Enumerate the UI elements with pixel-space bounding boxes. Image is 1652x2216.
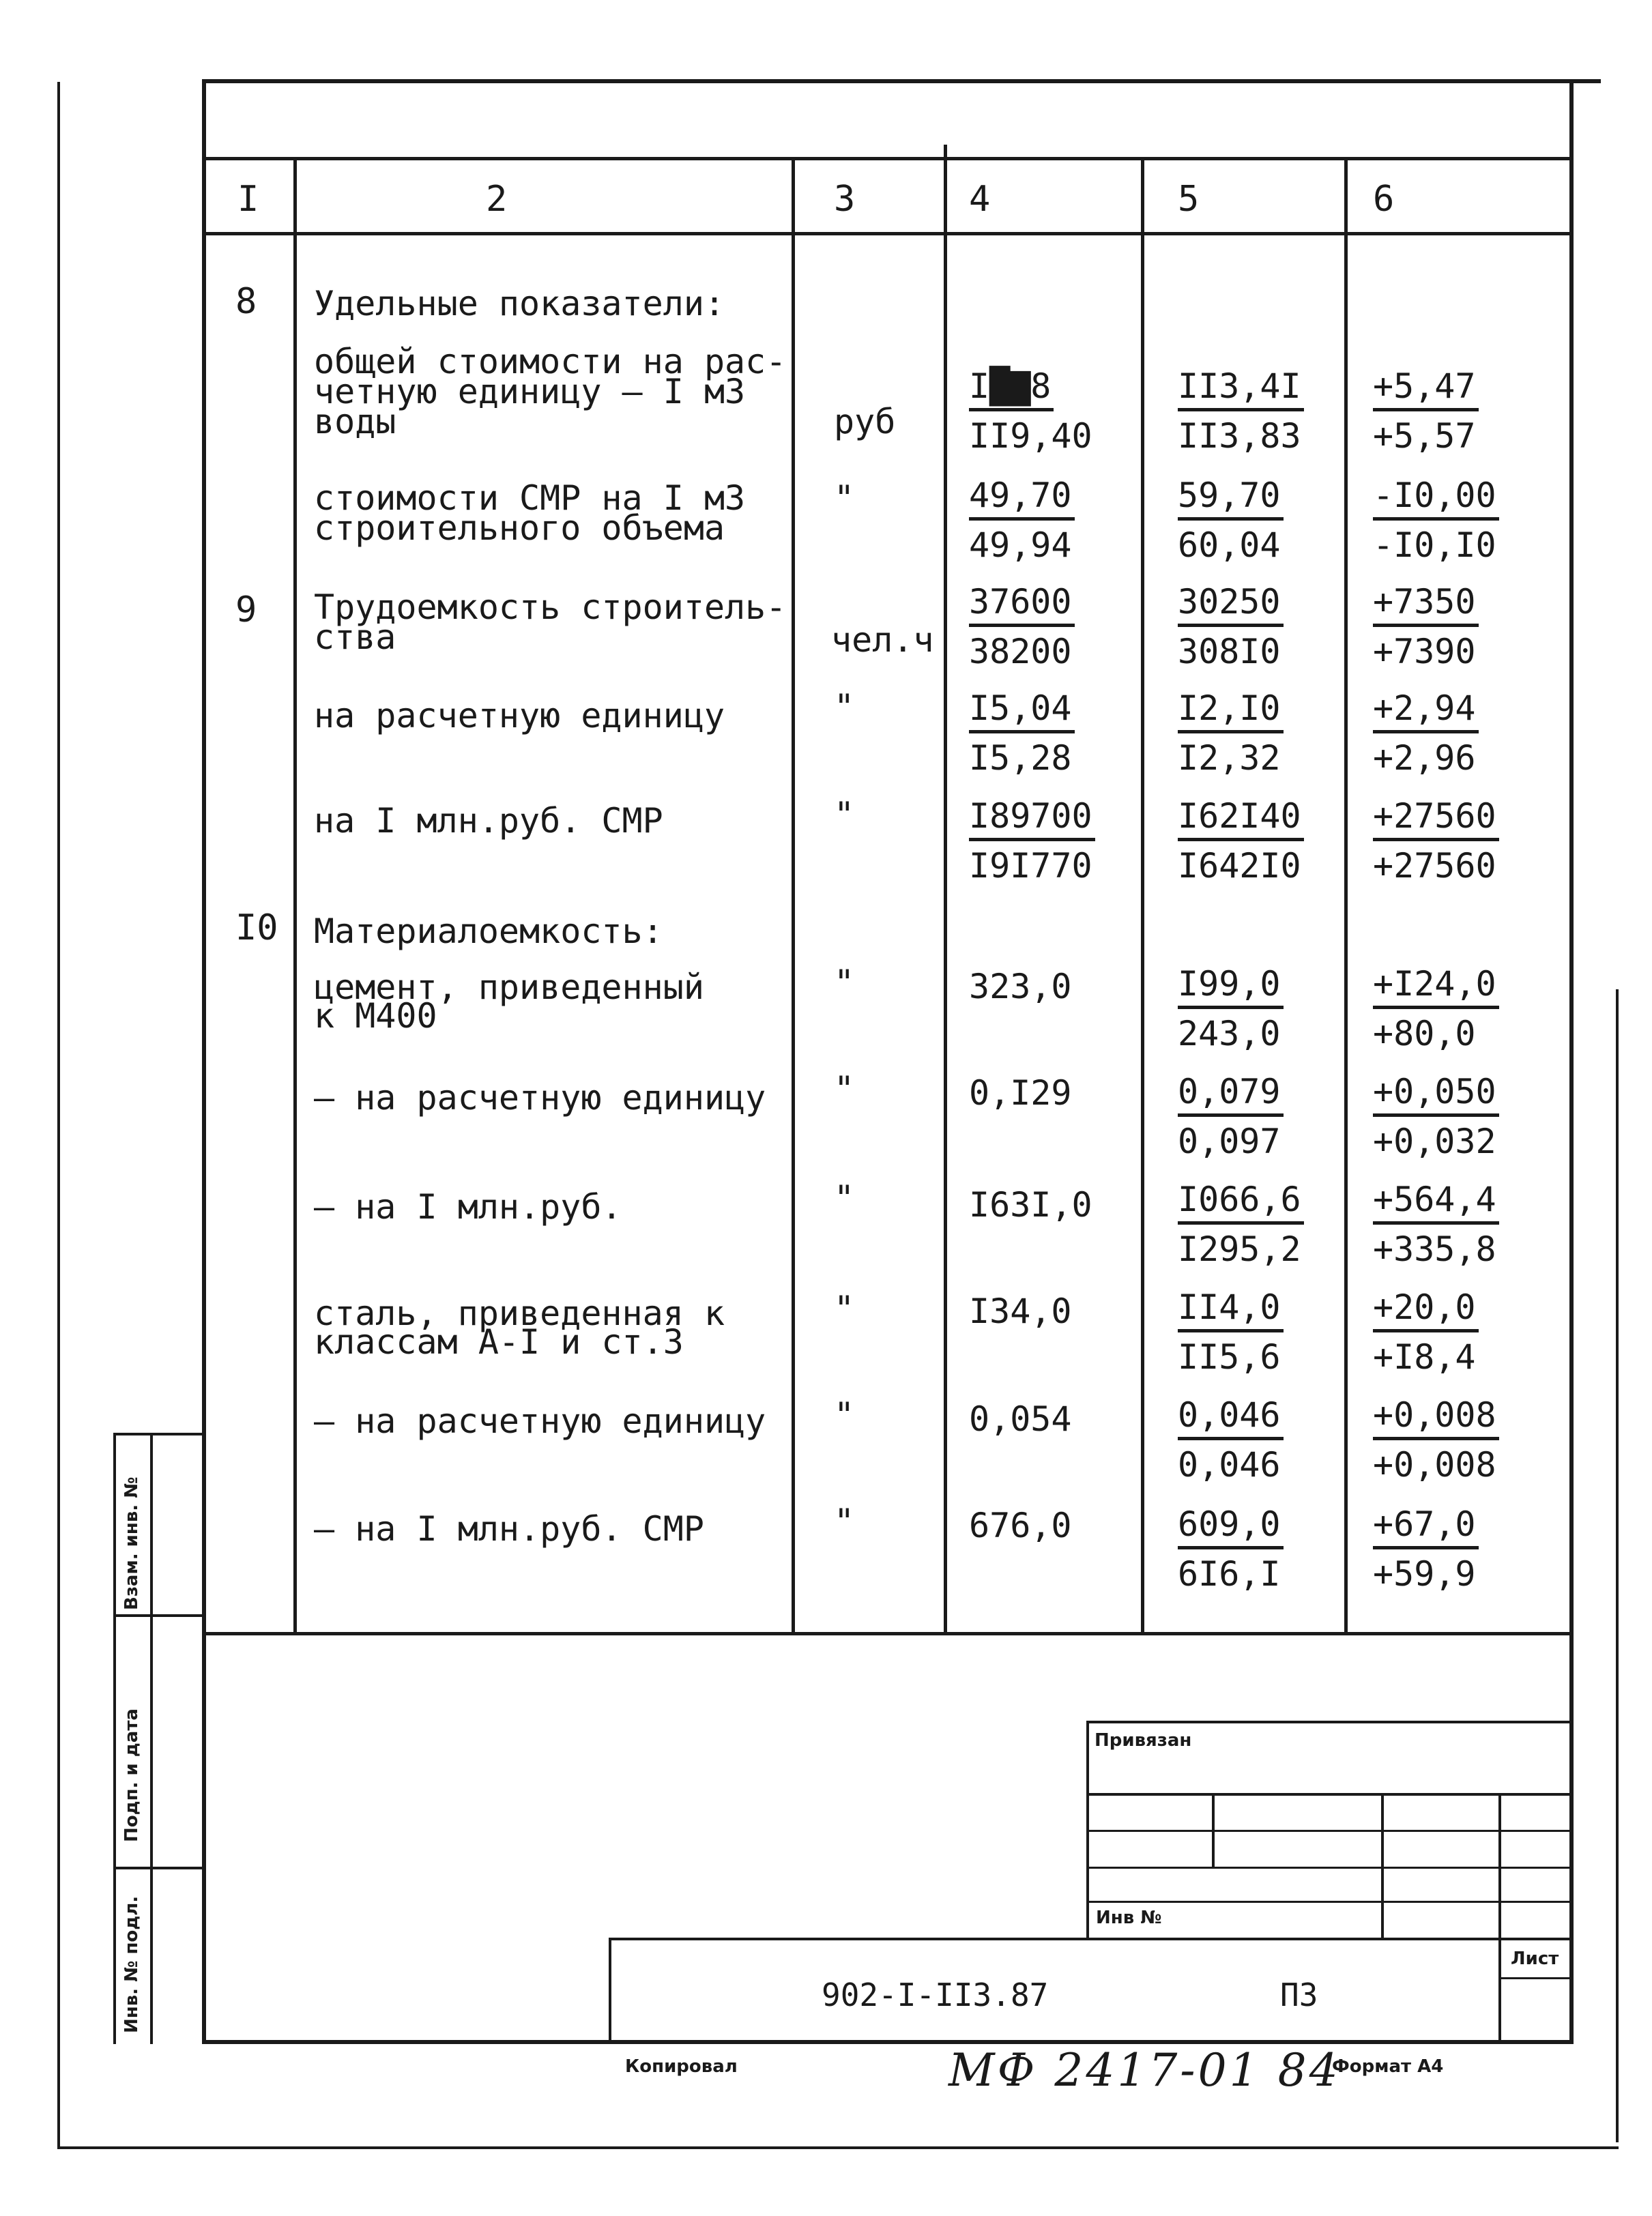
row-description: – на расчетную единицу [314, 1078, 766, 1118]
value-col5 [1178, 796, 1304, 886]
value-top: +67,0 [1373, 1504, 1479, 1549]
value-top: 609,0 [1178, 1504, 1284, 1549]
value-col5 [1178, 475, 1284, 566]
value-col6 [1373, 366, 1479, 456]
value-col6 [1373, 796, 1499, 886]
value-bottom: +I8,4 [1373, 1337, 1476, 1377]
doc-code: 902-I-II3.87 [822, 1977, 1049, 2013]
value-top: 49,70 [969, 475, 1075, 521]
value-top: +27560 [1373, 796, 1499, 841]
value-bottom: 0,097 [1178, 1122, 1281, 1161]
value-bottom: I2,32 [1178, 738, 1281, 778]
value-bottom: 0,046 [1178, 1445, 1281, 1485]
side-label-podp: Подп. и дата [121, 1708, 142, 1842]
table-left-border [202, 79, 206, 2044]
stamp-col-line-1 [1212, 1793, 1215, 1868]
value-col6 [1373, 688, 1479, 778]
value-bottom: 6I6,I [1178, 1554, 1281, 1594]
value-bottom: 243,0 [1178, 1014, 1281, 1053]
value-bottom: I5,28 [969, 738, 1072, 778]
table-bottom-border [202, 2040, 1574, 2044]
value-col6 [1373, 963, 1499, 1054]
doc-type: ПЗ [1280, 1977, 1318, 2013]
side-stamp-top [113, 1433, 205, 1435]
value-bottom: 60,04 [1178, 525, 1281, 565]
value-col5 [1178, 1504, 1284, 1594]
value-top: +0,050 [1373, 1071, 1499, 1117]
row-unit: " [834, 795, 855, 834]
row-number: I0 [235, 907, 278, 948]
side-label-vzam: Взам. инв. № [121, 1476, 142, 1610]
header-col-2: 2 [486, 179, 508, 220]
header-col-1: I [237, 179, 259, 220]
value-bottom: +27560 [1373, 846, 1496, 886]
code-bar-left [609, 1938, 611, 2044]
value-bottom: +0,032 [1373, 1122, 1496, 1161]
code-bar-sheet-divider [1498, 1938, 1501, 2044]
value-col6 [1373, 581, 1479, 672]
code-bar-top [609, 1938, 1574, 1940]
row-description: Трудоемкость строитель- ства [314, 587, 787, 657]
value-bottom: 308I0 [1178, 632, 1281, 671]
col-divider-3 [944, 145, 947, 1634]
code-bar-sheet-hline [1498, 1977, 1574, 1979]
value-col4 [969, 581, 1075, 672]
row-unit: руб [834, 402, 896, 441]
side-stamp-mid [150, 1433, 153, 2044]
row-unit: " [834, 1289, 855, 1328]
value-col6 [1373, 1504, 1479, 1594]
row-unit: " [834, 1502, 855, 1541]
value-col5 [1178, 1071, 1284, 1162]
row-unit: " [834, 1395, 855, 1435]
value-top: I99,0 [1178, 963, 1284, 1009]
value-col5 [1178, 963, 1284, 1054]
stamp-privyazan: Привязан [1095, 1730, 1192, 1751]
table-top-border [202, 79, 1601, 83]
value-col5 [1178, 1179, 1304, 1270]
row-unit: " [834, 1069, 855, 1109]
sheet-label: Лист [1511, 1949, 1559, 1969]
value-bottom: I642I0 [1178, 846, 1301, 886]
stamp-box-top [1086, 1721, 1574, 1723]
table-body-bottom-line [202, 1632, 1574, 1635]
col-divider-4 [1141, 157, 1144, 1634]
value-top: II3,4I [1178, 366, 1304, 411]
side-stamp-div1 [113, 1614, 205, 1617]
row-unit: " [834, 1178, 855, 1218]
value-top: +564,4 [1373, 1179, 1499, 1225]
row-description: на I млн.руб. СМР [314, 801, 663, 841]
value-top: +20,0 [1373, 1287, 1479, 1332]
value-bottom: +7390 [1373, 632, 1476, 671]
value-top: -I0,00 [1373, 475, 1499, 521]
value-top: I█▇8 [969, 366, 1054, 411]
value-col4: 0,I29 [969, 1073, 1072, 1113]
row-description: Материалоемкость: [314, 912, 663, 951]
row-description: на расчетную единицу [314, 696, 725, 735]
value-top: +5,47 [1373, 366, 1479, 411]
side-stamp-left [113, 1433, 116, 2044]
value-bottom: +2,96 [1373, 738, 1476, 778]
value-bottom: +5,57 [1373, 416, 1476, 456]
col-divider-2 [792, 157, 795, 1634]
value-col5 [1178, 1287, 1284, 1377]
value-bottom: 38200 [969, 632, 1072, 671]
value-col4: I63I,0 [969, 1185, 1092, 1225]
row-unit: " [834, 478, 855, 518]
value-bottom: +0,008 [1373, 1445, 1496, 1485]
row-description: стоимости СМР на I м3 строительного объема [314, 478, 746, 548]
value-top: I2,I0 [1178, 688, 1284, 733]
value-col5 [1178, 688, 1284, 778]
value-bottom: +59,9 [1373, 1554, 1476, 1594]
row-unit: " [834, 963, 855, 1002]
stamp-col-line-3 [1498, 1793, 1501, 1939]
outer-right-border [1616, 989, 1619, 2142]
value-col5 [1178, 1395, 1284, 1485]
header-col-6: 6 [1373, 179, 1395, 220]
header-col-5: 5 [1178, 179, 1200, 220]
row-description: сталь, приведенная к классам А-I и ст.3 [314, 1294, 725, 1362]
table-right-border [1569, 79, 1574, 2044]
row-unit: " [834, 687, 855, 727]
value-bottom: I9I770 [969, 846, 1092, 886]
header-top-line [202, 157, 1574, 160]
value-top: 0,046 [1178, 1395, 1284, 1440]
value-col6 [1373, 1395, 1499, 1485]
value-bottom: +335,8 [1373, 1229, 1496, 1269]
value-bottom: II9,40 [969, 416, 1092, 456]
row-description: цемент, приведенный к М400 [314, 967, 704, 1036]
format-label: Формат А4 [1332, 2056, 1444, 2077]
value-col4: 0,054 [969, 1399, 1072, 1439]
value-col5 [1178, 366, 1304, 456]
row-description: – на I млн.руб. [314, 1187, 622, 1227]
value-col4 [969, 688, 1075, 778]
row-description: общей стоимости на рас- четную единицу – I м3 воды [314, 342, 787, 441]
value-col4 [969, 796, 1095, 886]
kopiroval-label: Копировал [625, 2056, 738, 2077]
side-stamp-div2 [113, 1867, 205, 1869]
value-bottom: 49,94 [969, 525, 1072, 565]
value-top: 59,70 [1178, 475, 1284, 521]
value-col4: 323,0 [969, 967, 1072, 1006]
header-col-3: 3 [834, 179, 856, 220]
side-label-inv: Инв. № подл. [121, 1895, 142, 2033]
outer-bottom-border [57, 2146, 1619, 2149]
stamp-inv-no: Инв № [1096, 1908, 1162, 1928]
value-col6 [1373, 475, 1499, 566]
value-col6 [1373, 1179, 1499, 1270]
outer-left-border [57, 82, 60, 2149]
value-top: 30250 [1178, 581, 1284, 627]
value-col4: I34,0 [969, 1292, 1072, 1331]
row-number: 9 [235, 589, 257, 630]
col-divider-5 [1344, 157, 1348, 1634]
value-top: I066,6 [1178, 1179, 1304, 1225]
value-top: I5,04 [969, 688, 1075, 733]
value-top: 37600 [969, 581, 1075, 627]
value-bottom: -I0,I0 [1373, 525, 1496, 565]
value-top: +7350 [1373, 581, 1479, 627]
value-bottom: I295,2 [1178, 1229, 1301, 1269]
value-top: 0,079 [1178, 1071, 1284, 1117]
value-top: +I24,0 [1373, 963, 1499, 1009]
value-col4 [969, 366, 1092, 456]
row-number: 8 [235, 281, 257, 322]
stamp-col-line-2 [1381, 1793, 1384, 1939]
value-bottom: II5,6 [1178, 1337, 1281, 1377]
value-col6 [1373, 1287, 1479, 1377]
value-bottom: II3,83 [1178, 416, 1301, 456]
row-description: – на расчетную единицу [314, 1401, 766, 1441]
row-description: – на I млн.руб. СМР [314, 1509, 704, 1549]
value-col4: 676,0 [969, 1506, 1072, 1545]
row-unit: чел.ч [831, 620, 934, 660]
handwritten-code: МФ 2417-01 84 [948, 2044, 1341, 2097]
value-top: +2,94 [1373, 688, 1479, 733]
row-description: Удельные показатели: [314, 284, 725, 323]
value-bottom: +80,0 [1373, 1014, 1476, 1053]
value-col5 [1178, 581, 1284, 672]
col-divider-1 [293, 157, 297, 1634]
value-top: +0,008 [1373, 1395, 1499, 1440]
value-col4 [969, 475, 1075, 566]
value-top: I89700 [969, 796, 1095, 841]
value-col6 [1373, 1071, 1499, 1162]
value-top: I62I40 [1178, 796, 1304, 841]
header-bottom-line [202, 232, 1574, 235]
header-col-4: 4 [969, 179, 991, 220]
value-top: II4,0 [1178, 1287, 1284, 1332]
